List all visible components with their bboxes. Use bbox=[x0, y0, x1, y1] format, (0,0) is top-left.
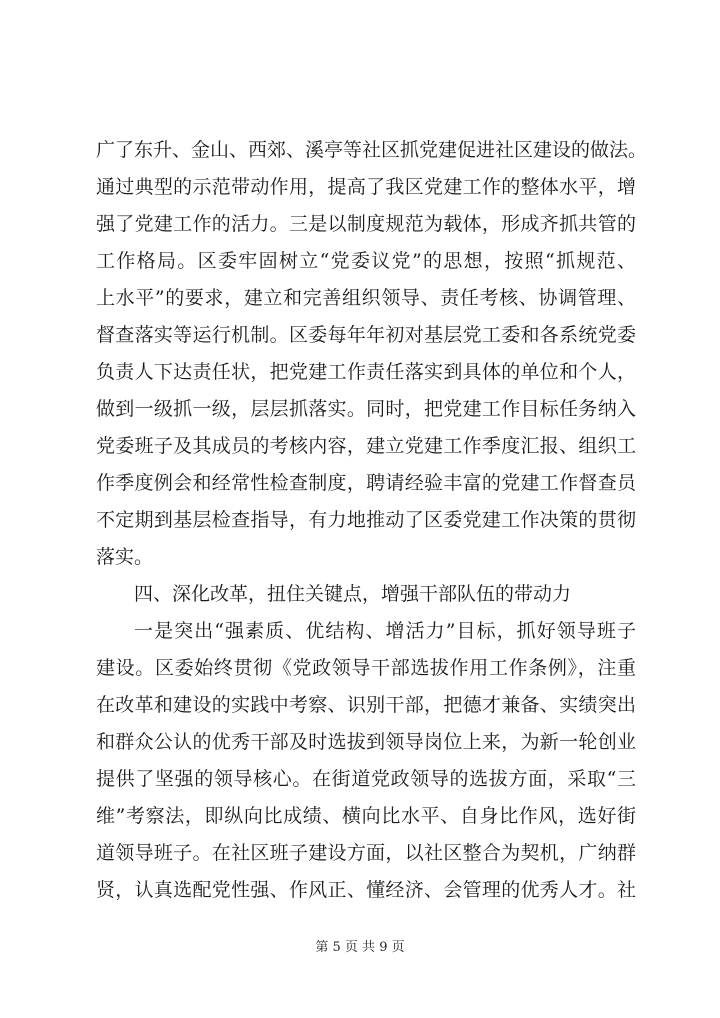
text-line: 维”考察法，即纵向比成绩、横向比水平、自身比作风，选好街 bbox=[96, 805, 636, 827]
text-line: 作季度例会和经常性检查制度，聘请经验丰富的党建工作督查员 bbox=[96, 472, 636, 494]
text-line: 和群众公认的优秀干部及时选拔到领导岗位上来，为新一轮创业 bbox=[96, 731, 636, 753]
text-line: 党委班子及其成员的考核内容，建立党建工作季度汇报、组织工 bbox=[96, 435, 636, 457]
paragraph-first-line: 一是突出“强素质、优结构、增活力”目标，抓好领导班子 bbox=[134, 620, 636, 642]
text-line: 工作格局。区委牢固树立“党委议党”的思想，按照“抓规范、 bbox=[96, 250, 636, 272]
text-line: 负责人下达责任状，把党建工作责任落实到具体的单位和个人， bbox=[96, 361, 636, 383]
text-line: 道领导班子。在社区班子建设方面，以社区整合为契机，广纳群 bbox=[96, 842, 636, 864]
text-line: 贤，认真选配党性强、作风正、懂经济、会管理的优秀人才。社 bbox=[96, 879, 636, 901]
text-line: 通过典型的示范带动作用，提高了我区党建工作的整体水平，增 bbox=[96, 176, 636, 198]
text-line: 强了党建工作的活力。三是以制度规范为载体，形成齐抓共管的 bbox=[96, 213, 636, 235]
text-line: 提供了坚强的领导核心。在街道党政领导的选拔方面，采取“三 bbox=[96, 768, 636, 790]
text-line: 落实。 bbox=[96, 546, 154, 568]
text-line: 上水平”的要求，建立和完善组织领导、责任考核、协调管理、 bbox=[96, 287, 636, 309]
text-line: 督查落实等运行机制。区委每年年初对基层党工委和各系统党委 bbox=[96, 324, 636, 346]
text-line: 广了东升、金山、西郊、溪亭等社区抓党建促进社区建设的做法。 bbox=[96, 139, 648, 161]
text-line: 做到一级抓一级，层层抓落实。同时，把党建工作目标任务纳入 bbox=[96, 398, 636, 420]
page-number-footer: 第 5 页 共 9 页 bbox=[315, 940, 405, 955]
text-line: 建设。区委始终贯彻《党政领导干部选拔作用工作条例》，注重 bbox=[96, 657, 636, 679]
section-heading: 四、深化改革，扭住关键点，增强干部队伍的带动力 bbox=[134, 583, 572, 605]
text-line: 不定期到基层检查指导，有力地推动了区委党建工作决策的贯彻 bbox=[96, 509, 636, 531]
text-line: 在改革和建设的实践中考察、识别干部，把德才兼备、实绩突出 bbox=[96, 694, 636, 716]
